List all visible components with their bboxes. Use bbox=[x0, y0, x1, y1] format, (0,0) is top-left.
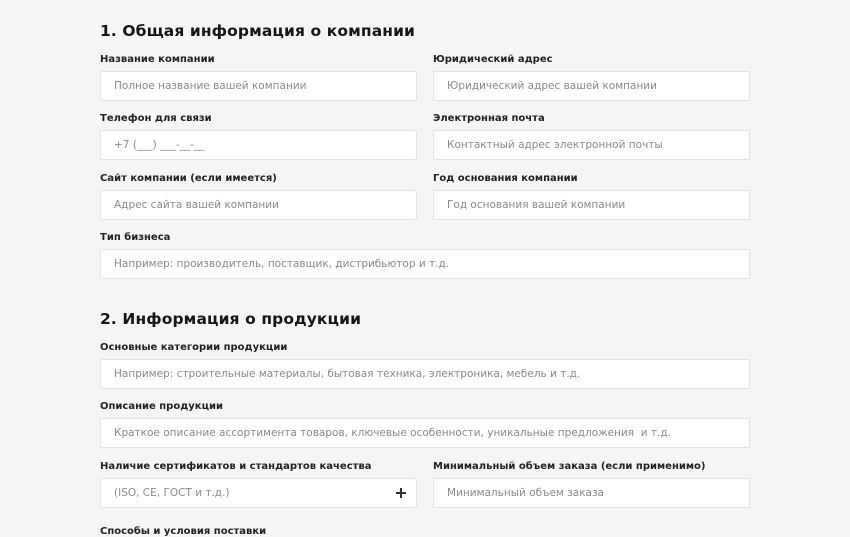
description-input[interactable] bbox=[101, 419, 749, 447]
phone-box bbox=[100, 130, 417, 160]
legal-address-input[interactable] bbox=[434, 72, 749, 100]
description-field bbox=[100, 400, 750, 448]
section-title-company-info: 1. Общая информация о компании bbox=[100, 22, 416, 40]
phone-label: Телефон для связи bbox=[100, 113, 212, 124]
founded-year-field bbox=[433, 172, 750, 220]
categories-label: Основные категории продукции bbox=[100, 342, 288, 353]
company-name-field bbox=[100, 53, 417, 101]
business-type-field bbox=[100, 231, 750, 279]
delivery-label: Способы и условия поставки bbox=[100, 526, 267, 537]
founded-year-box bbox=[433, 190, 750, 220]
phone-field bbox=[100, 112, 417, 160]
min-order-label: Минимальный объем заказа (если применимо) bbox=[433, 461, 706, 472]
email-label: Электронная почта bbox=[433, 113, 545, 124]
company-name-label: Название компании bbox=[100, 54, 215, 65]
certificates-input[interactable] bbox=[101, 479, 416, 507]
company-name-box bbox=[100, 71, 417, 101]
description-label: Описание продукции bbox=[100, 401, 224, 412]
business-type-label: Тип бизнеса bbox=[100, 232, 171, 243]
categories-input[interactable] bbox=[101, 360, 749, 388]
website-input[interactable] bbox=[101, 191, 416, 219]
min-order-input[interactable] bbox=[434, 479, 749, 507]
website-box bbox=[100, 190, 417, 220]
categories-field bbox=[100, 341, 750, 389]
business-type-box bbox=[100, 249, 750, 279]
certificates-box bbox=[100, 478, 417, 508]
website-field bbox=[100, 172, 417, 220]
phone-input[interactable] bbox=[101, 131, 416, 159]
business-type-input[interactable] bbox=[101, 250, 749, 278]
description-box bbox=[100, 418, 750, 448]
email-field bbox=[433, 112, 750, 160]
legal-address-label: Юридический адрес bbox=[433, 54, 553, 65]
company-name-input[interactable] bbox=[101, 72, 416, 100]
certificates-field bbox=[100, 460, 417, 508]
plus-icon[interactable] bbox=[394, 486, 408, 500]
legal-address-box bbox=[433, 71, 750, 101]
email-box bbox=[433, 130, 750, 160]
min-order-box bbox=[433, 478, 750, 508]
certificates-label: Наличие сертификатов и стандартов качества bbox=[100, 461, 372, 472]
categories-box bbox=[100, 359, 750, 389]
section-title-product-info: 2. Информация о продукции bbox=[100, 310, 362, 328]
legal-address-field bbox=[433, 53, 750, 101]
website-label: Сайт компании (если имеется) bbox=[100, 173, 277, 184]
min-order-field bbox=[433, 460, 750, 508]
email-input[interactable] bbox=[434, 131, 749, 159]
founded-year-label: Год основания компании bbox=[433, 173, 578, 184]
founded-year-input[interactable] bbox=[434, 191, 749, 219]
